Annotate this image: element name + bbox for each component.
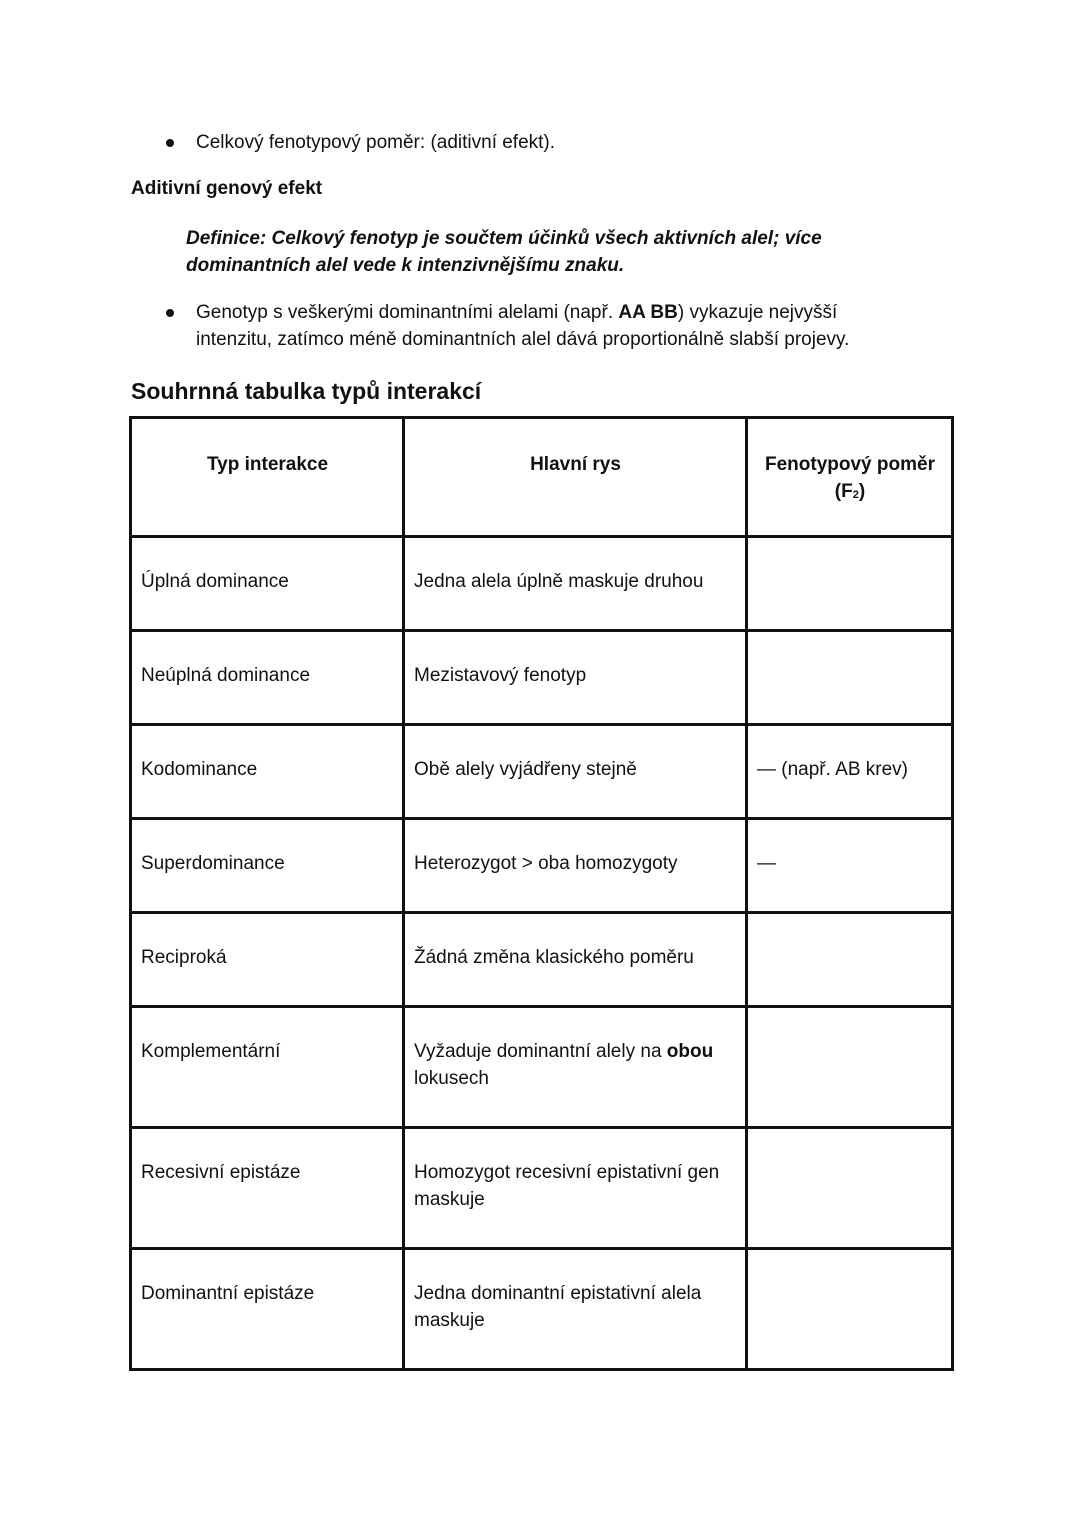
bullet-dot [166, 139, 174, 147]
cell-type: Dominantní epistáze [131, 1249, 404, 1370]
header-feature: Hlavní rys [404, 418, 747, 537]
cell-feature: Jedna dominantní epistativní alela maskuje [404, 1249, 747, 1370]
cell-feature-bold: obou [666, 1041, 714, 1062]
cell-type: Superdominance [131, 819, 404, 913]
cell-feature-pre: Vyžaduje dominantní alely na [414, 1041, 667, 1062]
cell-ratio: — (např. AB krev) [747, 725, 953, 819]
table-row [131, 631, 953, 725]
cell-type: Neúplná dominance [131, 631, 404, 725]
cell-ratio [747, 631, 953, 725]
cell-feature: Homozygot recesivní epistativní gen maskuje [404, 1128, 747, 1249]
table-row [131, 725, 953, 819]
table-title: Souhrnná tabulka typů interakcí [131, 378, 482, 404]
additive-bullet-pre: Genotyp s veškerými dominantními alelami (např. [196, 302, 619, 323]
cell-feature: Žádná změna klasického poměru [404, 913, 747, 1007]
table-row [131, 913, 953, 1007]
cell-feature [404, 1007, 747, 1128]
header-ratio-sub: 2 [852, 489, 859, 501]
additive-definition: Definice: Celkový fenotyp je součtem účinků všech aktivních alel; více dominantních alel vede k intenzivnějšímu znaku. [186, 228, 822, 276]
header-ratio-paren: (F [834, 481, 853, 502]
table-row [131, 1128, 953, 1249]
additive-bullet-bold: AA BB [618, 302, 678, 323]
cell-type: Komplementární [131, 1007, 404, 1128]
table-row [131, 819, 953, 913]
table-row [131, 1249, 953, 1370]
interaction-summary-table [129, 416, 954, 1371]
header-type: Typ interakce [131, 418, 404, 537]
cell-feature: Mezistavový fenotyp [404, 631, 747, 725]
bullet-dot [166, 309, 174, 317]
cell-ratio [747, 1007, 953, 1128]
header-ratio-close: ) [858, 481, 866, 502]
cell-ratio [747, 537, 953, 631]
cell-ratio [747, 1128, 953, 1249]
cell-feature: Jedna alela úplně maskuje druhou [404, 537, 747, 631]
header-ratio-label: Fenotypový poměr [765, 454, 935, 475]
additive-bullet-text [196, 299, 896, 353]
cell-type: Recesivní epistáze [131, 1128, 404, 1249]
cell-type: Úplná dominance [131, 537, 404, 631]
table-row [131, 537, 953, 631]
cell-feature-post: lokusech [414, 1068, 489, 1089]
cell-ratio [747, 913, 953, 1007]
cell-ratio [747, 1249, 953, 1370]
additive-heading: Aditivní genový efekt [131, 178, 323, 199]
table-header-row [131, 418, 953, 537]
cell-type: Kodominance [131, 725, 404, 819]
cell-feature: Heterozygot > oba homozygoty [404, 819, 747, 913]
intro-bullet-text: Celkový fenotypový poměr: (aditivní efekt). [196, 132, 556, 153]
additive-bullet-post: ) vykazuje nejvyšší intenzitu, zatímco méně dominantních alel dává proportionálně slabší projevy. [196, 302, 850, 350]
cell-feature: Obě alely vyjádřeny stejně [404, 725, 747, 819]
cell-ratio: — [747, 819, 953, 913]
table-row [131, 1007, 953, 1128]
cell-type: Reciproká [131, 913, 404, 1007]
header-ratio [747, 418, 953, 537]
